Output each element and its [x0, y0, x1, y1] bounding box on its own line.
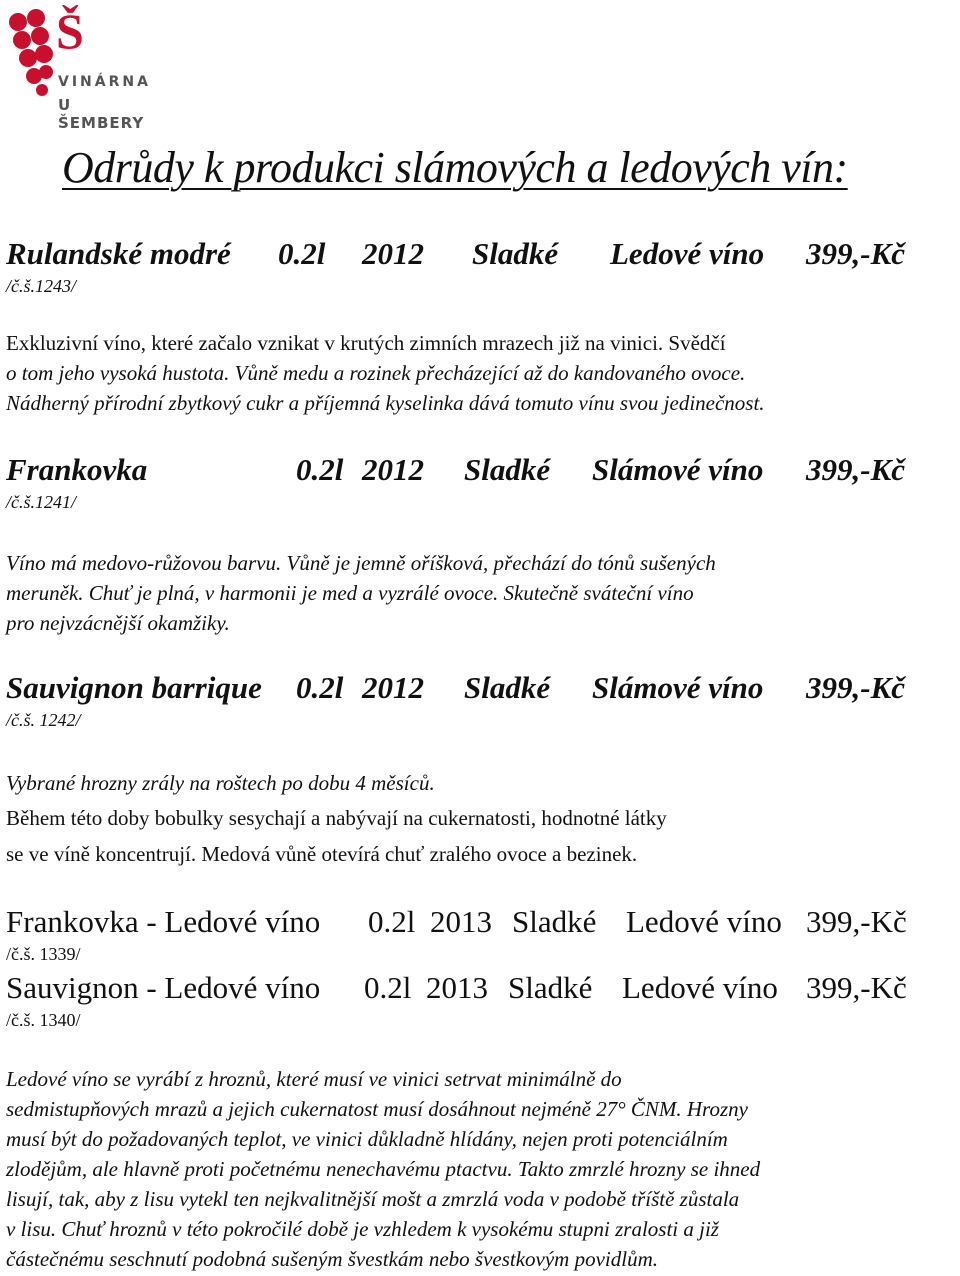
- wine-desc-3-line2: Během této doby bobulky sesychají a nabývají na cukernatosti, hodnotné látky: [6, 806, 667, 830]
- wine-desc-1-line1: Exkluzivní víno, které začalo vznikat v krutých zimních mrazech již na vinici. Svědčí: [6, 331, 726, 355]
- ice-wine-text-line6: v lisu. Chuť hroznů v této pokročilé době je vzhledem k vysokému stupni zralosti a již: [6, 1217, 719, 1241]
- wine-header-3: [6, 670, 956, 710]
- ice-wine-text-line7: částečnému seschnutí podobná sušeným švestkám nebo švestkovým povidlům.: [6, 1247, 658, 1271]
- wine-category: Ledové víno: [610, 236, 765, 271]
- wine-volume: 0.2l: [364, 970, 412, 1005]
- wine-name: Sauvignon barrique: [6, 670, 262, 705]
- wine-header-2: [6, 452, 956, 492]
- wine-category: Slámové víno: [592, 670, 764, 705]
- ice-wine-text-line3: musí být do požadovaných teplot, ve vinici důkladně hlídány, nejen proti potenciálním: [6, 1127, 728, 1151]
- ice-wine-text-line1: Ledové víno se vyrábí z hroznů, které musí ve vinici setrvat minimálně do: [6, 1067, 622, 1091]
- logo-letter: Š: [56, 4, 84, 59]
- wine-volume: 0.2l: [296, 670, 344, 705]
- wine-code-5: /č.š. 1340/: [6, 1010, 81, 1030]
- wine-sweetness: Sladké: [508, 970, 593, 1005]
- wine-desc-3-line3: se ve víně koncentrují. Medová vůně otevírá chuť zralého ovoce a bezinek.: [6, 842, 638, 866]
- wine-year: 2013: [426, 970, 488, 1005]
- wine-code-4: /č.š. 1339/: [6, 944, 81, 964]
- wine-category: Slámové víno: [592, 452, 764, 487]
- wine-name: Sauvignon - Ledové víno: [6, 970, 321, 1005]
- wine-price: 399,-Kč: [806, 970, 907, 1005]
- wine-volume: 0.2l: [296, 452, 344, 487]
- wine-header-4: [6, 904, 956, 944]
- wine-name: Frankovka - Ledové víno: [6, 904, 321, 939]
- wine-year: 2012: [362, 452, 424, 487]
- wine-code-3: /č.š. 1242/: [6, 710, 81, 730]
- wine-name: Frankovka: [6, 452, 148, 487]
- wine-volume: 0.2l: [278, 236, 326, 271]
- logo-line1: VINÁRNA: [58, 74, 151, 90]
- wine-sweetness: Sladké: [464, 452, 551, 487]
- wine-sweetness: Sladké: [464, 670, 551, 705]
- wine-volume: 0.2l: [368, 904, 416, 939]
- logo-line2: U ŠEMBERY: [58, 96, 145, 132]
- wine-desc-1-line3: Nádherný přírodní zbytkový cukr a příjemná kyselinka dává tomuto vínu svou jedinečnost.: [6, 391, 765, 415]
- wine-sweetness: Sladké: [512, 904, 597, 939]
- wine-desc-2-line2: meruněk. Chuť je plná, v harmonii je med a vyzrálé ovoce. Skutečně sváteční víno: [6, 581, 694, 605]
- wine-desc-1-line2: o tom jeho vysoká hustota. Vůně medu a rozinek přecházející až do kandovaného ovoce.: [6, 361, 746, 385]
- wine-price: 399,-Kč: [806, 236, 906, 271]
- ice-wine-text-line2: sedmistupňových mrazů a jejich cukernatost musí dosáhnout nejméně 27° ČNM. Hrozny: [6, 1097, 748, 1121]
- wine-desc-3-line1: Vybrané hrozny zrály na roštech po dobu 4 měsíců.: [6, 771, 435, 795]
- page-title: Odrůdy k produkci slámových a ledových vín:: [62, 143, 848, 192]
- wine-year: 2012: [362, 670, 424, 705]
- wine-code-2: /č.š.1241/: [6, 492, 76, 512]
- wine-category: Ledové víno: [626, 904, 782, 939]
- wine-header-5: [6, 970, 956, 1010]
- wine-price: 399,-Kč: [806, 670, 906, 705]
- wine-name: Rulandské modré: [6, 236, 231, 271]
- wine-code-1: /č.š.1243/: [6, 276, 76, 296]
- ice-wine-text-line4: zlodějům, ale hlavně proti početnému nenechavému ptactvu. Takto zmrzlé hrozny se ihned: [6, 1157, 761, 1181]
- wine-desc-2-line3: pro nejvzácnější okamžiky.: [6, 611, 230, 635]
- wine-price: 399,-Kč: [806, 452, 906, 487]
- wine-category: Ledové víno: [622, 970, 778, 1005]
- wine-desc-2-line1: Víno má medovo-růžovou barvu. Vůně je jemně oříšková, přechází do tónů sušených: [6, 551, 716, 575]
- brand-logo: [4, 4, 154, 132]
- wine-header-1: [6, 236, 956, 276]
- wine-price: 399,-Kč: [806, 904, 907, 939]
- wine-year: 2013: [430, 904, 492, 939]
- wine-sweetness: Sladké: [472, 236, 559, 271]
- ice-wine-text-line5: lisují, tak, aby z lisu vytekl ten nejkvalitnější mošt a zmrzlá voda v podobě tříště zůstala: [6, 1187, 740, 1211]
- wine-year: 2012: [362, 236, 424, 271]
